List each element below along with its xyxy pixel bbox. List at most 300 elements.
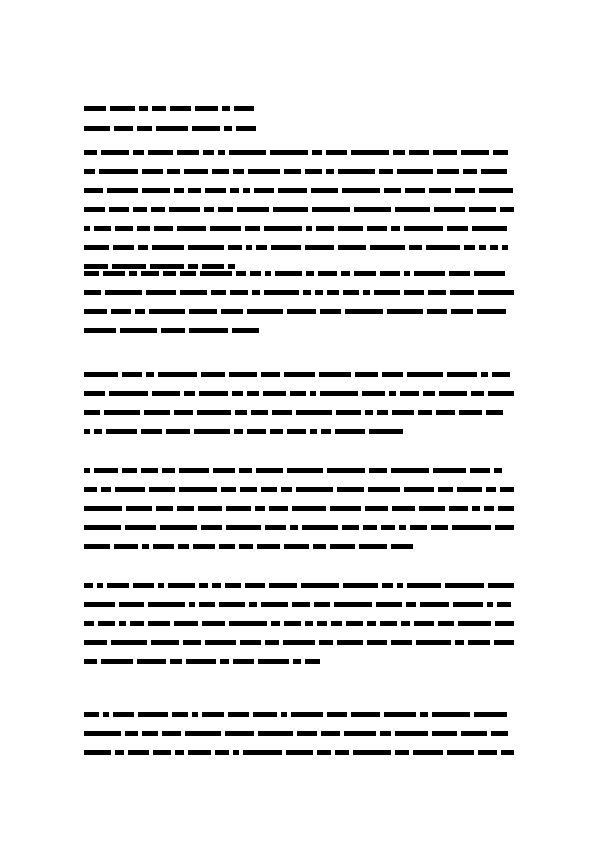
text-word [179,468,209,473]
text-word [493,150,508,155]
text-word [312,150,322,155]
text-word [380,271,400,276]
paragraph-3 [84,365,514,441]
text-word [488,583,514,588]
text-word [154,226,173,231]
text-word [174,188,184,193]
text-word [354,207,391,212]
text-word [498,506,514,511]
text-word [432,731,457,736]
text-word [428,290,446,295]
text-word [331,621,342,626]
text-word [370,245,405,250]
text-word [264,290,299,295]
text-word [225,583,241,588]
text-word [166,429,190,434]
text-word [119,621,126,626]
text-word [226,525,261,530]
text-word [400,391,419,396]
text-word [481,372,488,377]
text-word [365,410,373,415]
text-word [122,372,142,377]
text-word [128,750,149,755]
text-word [296,487,333,492]
text-word [303,290,311,295]
text-word [326,169,334,174]
text-word [258,731,293,736]
text-word [367,640,387,645]
text-word [178,544,189,549]
text-word [451,309,473,314]
text-word [162,731,181,736]
text-word [326,150,347,155]
text-word [230,188,239,193]
text-word [290,391,306,396]
text-word [306,226,312,231]
text-word [287,468,323,473]
text-word [184,391,195,396]
text-word [321,429,331,434]
text-word [341,271,350,276]
text-word [251,410,268,415]
text-word [220,659,229,664]
text-word [129,271,137,276]
text-line [84,422,514,441]
text-word [137,659,166,664]
text-word [111,640,147,645]
text-word [84,290,101,295]
text-word [139,106,148,111]
text-word [233,750,239,755]
text-word [319,372,351,377]
text-word [310,429,317,434]
text-word [158,372,197,377]
text-word [84,328,116,333]
text-word [287,309,316,314]
text-word [423,391,435,396]
text-word [495,621,514,626]
text-word [202,621,225,626]
text-word [84,150,97,155]
text-word [463,169,477,174]
text-word [240,487,257,492]
text-line [84,537,514,556]
text-word [468,640,490,645]
text-word [120,328,157,333]
text-word [486,410,503,415]
text-word [192,126,220,131]
text-word [133,207,147,212]
text-word [114,544,138,549]
text-word [449,271,470,276]
header-line-1 [84,98,260,118]
text-word [449,506,468,511]
text-word [404,271,410,276]
text-word [205,640,236,645]
text-word [198,506,222,511]
text-word [384,712,416,717]
text-word [149,309,185,314]
text-line [84,219,514,238]
text-word [229,621,267,626]
text-word [211,290,226,295]
text-word [479,245,486,250]
text-word [122,468,137,473]
text-word [320,309,341,314]
text-word [404,487,434,492]
text-word [168,583,195,588]
text-word [338,245,366,250]
text-word [201,525,222,530]
text-word [160,525,197,530]
text-word [405,188,425,193]
text-word [438,487,453,492]
text-word [84,468,90,473]
text-word [200,271,232,276]
paragraph-5 [84,576,514,671]
text-line [84,743,514,762]
text-word [113,245,134,250]
text-word [272,410,292,415]
text-word [228,712,249,717]
text-word [183,640,201,645]
text-word [264,226,302,231]
text-word [144,410,170,415]
text-word [84,410,100,415]
text-word [233,169,244,174]
text-word [305,659,320,664]
text-word [426,245,460,250]
text-word [84,391,105,396]
text-word [188,750,211,755]
text-word [84,640,107,645]
text-line [84,143,514,162]
text-word [135,309,145,314]
text-word [420,602,449,607]
text-word [152,106,166,111]
text-word [315,290,323,295]
text-word [414,271,445,276]
text-word [409,150,429,155]
text-word [138,245,148,250]
text-line [84,499,514,518]
text-word [395,750,409,755]
text-word [382,583,393,588]
text-word [436,410,455,415]
text-word [270,429,283,434]
text-word [481,169,507,174]
text-word [321,731,340,736]
text-word [488,391,514,396]
text-word [461,731,487,736]
text-word [138,712,168,717]
text-word [255,506,265,511]
text-word [397,169,433,174]
text-word [152,245,184,250]
text-word [212,583,221,588]
text-word [126,506,152,511]
text-word [491,731,508,736]
text-word [84,188,103,193]
text-word [234,106,254,111]
text-word [261,602,288,607]
text-word [404,290,424,295]
text-word [84,126,110,131]
text-word [205,188,226,193]
text-word [151,207,165,212]
text-word [395,207,430,212]
text-line [84,181,514,200]
text-word [500,487,514,492]
text-word [84,583,93,588]
text-word [84,750,111,755]
text-word [296,410,332,415]
text-word [99,169,138,174]
text-word [270,150,308,155]
text-line [84,518,514,537]
text-word [438,621,454,626]
text-word [330,544,355,549]
text-word [199,391,228,396]
text-word [391,226,400,231]
text-word [363,525,377,530]
text-word [125,731,138,736]
text-word [494,468,502,473]
text-word [305,621,313,626]
text-word [84,309,107,314]
text-word [84,659,97,664]
text-word [249,602,257,607]
text-word [269,583,297,588]
text-word [477,309,506,314]
text-word [170,106,191,111]
text-word [447,226,468,231]
text-word [177,150,199,155]
text-word [495,525,514,530]
text-line [84,595,514,614]
text-word [301,583,339,588]
text-word [84,106,106,111]
text-word [194,429,230,434]
text-word [387,309,423,314]
text-line [84,724,514,743]
text-word [310,391,316,396]
text-word [434,207,465,212]
paragraph-6 [84,705,514,762]
text-word [230,290,248,295]
text-word [245,226,260,231]
text-word [199,583,208,588]
text-word [336,410,361,415]
text-word [235,410,247,415]
text-line [84,162,514,181]
paragraph-4 [84,461,514,556]
text-word [148,602,185,607]
text-word [283,640,315,645]
text-line [84,365,514,384]
text-line [84,238,514,257]
text-word [486,487,496,492]
text-word [343,583,378,588]
text-word [365,506,388,511]
text-word [367,621,376,626]
text-word [313,544,326,549]
text-word [232,391,243,396]
text-word [292,506,326,511]
text-word [219,544,235,549]
text-word [416,640,451,645]
text-word [189,309,217,314]
text-word [314,602,330,607]
text-word [261,487,277,492]
text-word [101,659,133,664]
text-word [158,583,164,588]
text-word [97,583,103,588]
text-word [392,506,415,511]
text-word [384,188,401,193]
text-word [245,583,265,588]
text-word [311,188,338,193]
text-word [142,544,149,549]
text-word [104,410,140,415]
text-word [109,207,129,212]
text-word [156,506,173,511]
text-word [169,207,200,212]
text-word [109,391,148,396]
text-word [243,750,282,755]
text-word [327,712,347,717]
text-word [133,583,154,588]
text-word [461,150,489,155]
text-word [226,506,251,511]
text-word [84,506,122,511]
text-word [229,150,266,155]
text-word [162,468,175,473]
text-word [141,429,162,434]
text-word [379,169,393,174]
text-word [148,150,173,155]
text-word [240,640,261,645]
text-word [286,750,313,755]
text-word [115,226,133,231]
text-word [474,712,507,717]
text-word [275,271,302,276]
text-word [305,245,334,250]
text-word [115,487,145,492]
text-word [284,169,301,174]
text-word [156,126,188,131]
text-word [243,188,250,193]
text-word [464,245,475,250]
text-word [469,207,496,212]
text-word [239,468,252,473]
text-word [317,621,327,626]
text-word [389,391,396,396]
text-word [256,468,283,473]
text-word [247,391,259,396]
text-word [432,712,470,717]
text-word [107,583,129,588]
text-word [148,621,170,626]
text-word [393,150,405,155]
text-word [459,410,482,415]
text-word [84,245,109,250]
text-word [213,468,235,473]
text-word [479,188,513,193]
text-line [84,384,514,403]
text-word [427,309,447,314]
text-word [137,126,152,131]
text-word [265,271,271,276]
text-word [501,750,514,755]
paragraph-1 [84,143,514,276]
text-word [103,271,125,276]
text-word [351,712,380,717]
text-word [133,150,144,155]
text-word [399,525,406,530]
text-word [369,468,387,473]
text-line [84,302,514,321]
text-word [149,487,175,492]
text-word [355,372,378,377]
text-word [142,731,158,736]
text-word [478,750,497,755]
text-word [152,391,180,396]
text-word [284,372,315,377]
text-word [84,544,110,549]
text-word [487,602,493,607]
text-word [470,468,490,473]
text-word [146,372,154,377]
text-word [502,245,508,250]
text-word [84,525,121,530]
text-word [391,468,429,473]
text-word [84,712,99,717]
text-word [239,544,253,549]
text-word [445,583,484,588]
text-word [265,640,279,645]
text-word [391,544,413,549]
text-word [222,106,230,111]
text-word [377,410,388,415]
text-word [84,602,115,607]
text-word [395,731,428,736]
text-word [429,188,451,193]
text-word [305,169,322,174]
text-word [338,169,375,174]
text-word [484,506,494,511]
text-word [407,583,441,588]
text-word [193,544,215,549]
text-word [437,169,459,174]
text-word [269,506,288,511]
text-word [195,106,218,111]
text-word [306,271,314,276]
text-word [177,506,194,511]
text-word [141,271,159,276]
text-word [203,150,214,155]
text-word [344,731,376,736]
text-word [447,372,477,377]
text-line [84,576,514,595]
text-word [84,207,105,212]
text-word [407,372,443,377]
text-line [84,480,514,499]
text-word [233,659,254,664]
document-header [84,98,260,138]
text-word [184,169,208,174]
text-word [250,271,261,276]
